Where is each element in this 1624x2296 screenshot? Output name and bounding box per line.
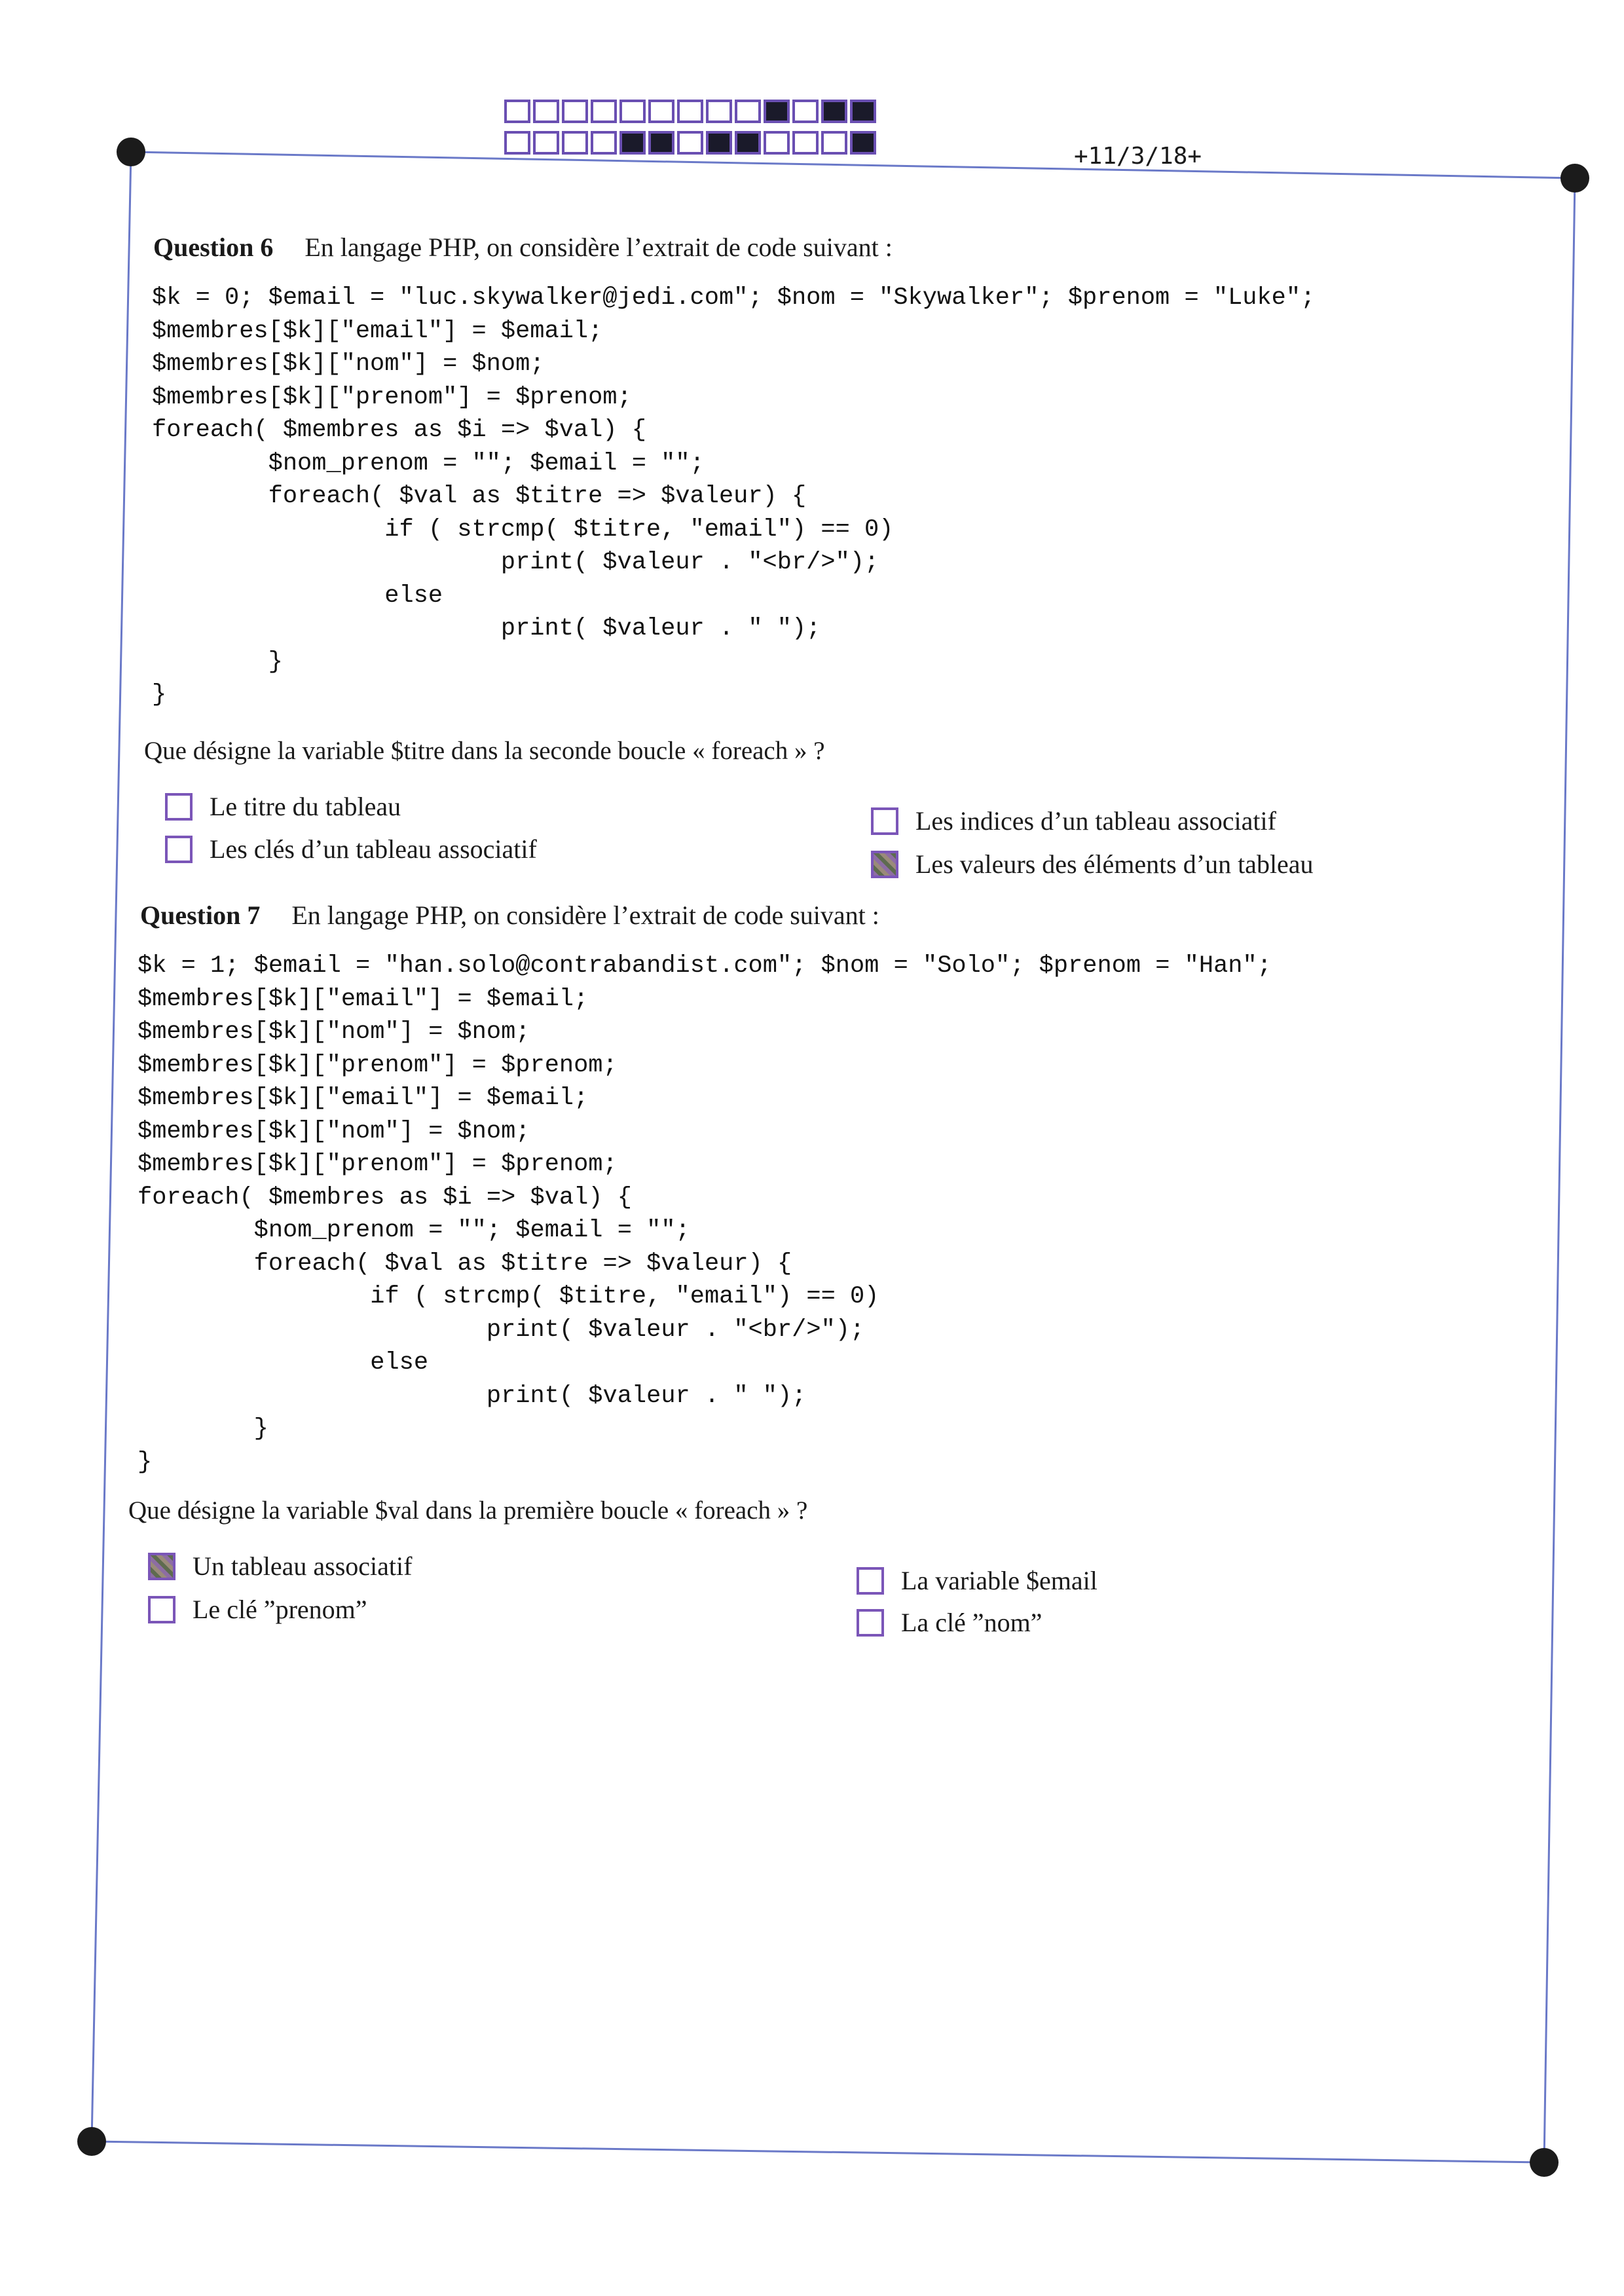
registration-mark-bottom-left xyxy=(77,2127,106,2156)
barcode-cell xyxy=(533,131,559,155)
barcode-cell xyxy=(677,131,703,155)
barcode-cell xyxy=(735,100,761,123)
exam-id: +11/3/18+ xyxy=(1074,143,1202,170)
checkbox-checked[interactable] xyxy=(871,851,898,878)
answer-option[interactable] xyxy=(857,1607,1042,1638)
barcode-row-1 xyxy=(504,100,876,123)
barcode-cell xyxy=(792,131,819,155)
answer-option[interactable] xyxy=(871,805,1276,836)
registration-mark-bottom-right xyxy=(1530,2148,1559,2177)
barcode-cell xyxy=(850,131,876,155)
question-6-header xyxy=(153,232,893,263)
barcode-cell xyxy=(735,131,761,155)
barcode-cell xyxy=(764,131,790,155)
answer-option[interactable] xyxy=(165,834,537,864)
barcode-cell xyxy=(648,100,674,123)
option-label: La variable $email xyxy=(901,1566,1098,1595)
answer-option[interactable] xyxy=(148,1594,367,1625)
checkbox[interactable] xyxy=(857,1609,884,1637)
barcode-cell xyxy=(850,100,876,123)
barcode-cell xyxy=(619,100,646,123)
answer-option[interactable] xyxy=(165,791,401,822)
barcode-cell xyxy=(504,131,530,155)
checkbox[interactable] xyxy=(165,836,193,863)
checkbox[interactable] xyxy=(857,1567,884,1595)
question-intro: En langage PHP, on considère l’extrait de code suivant : xyxy=(304,232,893,262)
question-7-header xyxy=(140,900,879,931)
checkbox[interactable] xyxy=(871,807,898,835)
code-block: $k = 0; $email = "luc.skywalker@jedi.com"; $nom = "Skywalker"; $prenom = "Luke"; $membres[$k]["email"] = $email; $membres[$k]["nom"] = $nom; $membres[$k]["prenom"] = $prenom; foreach( $membres as $i => $val) { $nom_prenom = ""; $email = ""; foreach( $val as $titre => $valeur) { if ( strcmp( $titre, "email") == 0) print( $valeur . "<br/>"); else print( $valeur . " "); } } xyxy=(152,284,1316,709)
barcode-cell xyxy=(619,131,646,155)
question-prompt: Que désigne la variable $val dans la première boucle « foreach » ? xyxy=(128,1496,808,1525)
barcode-cell xyxy=(764,100,790,123)
option-label: Le clé ”prenom” xyxy=(193,1595,367,1624)
barcode-cell xyxy=(706,100,732,123)
barcode-cell xyxy=(821,131,847,155)
question-label: Question 6 xyxy=(153,232,274,262)
option-label: Les indices d’un tableau associatif xyxy=(915,806,1276,836)
checkbox[interactable] xyxy=(165,793,193,821)
barcode-cell xyxy=(504,100,530,123)
barcode-cell xyxy=(821,100,847,123)
code-block: $k = 1; $email = "han.solo@contrabandist.com"; $nom = "Solo"; $prenom = "Han"; $membres[$k]["email"] = $email; $membres[$k]["nom"] = $nom; $membres[$k]["prenom"] = $prenom; $membres[$k]["email"] = $email; $membres[$k]["nom"] = $nom; $membres[$k]["prenom"] = $prenom; foreach( $membres as $i => $val) { $nom_prenom = ""; $email = ""; foreach( $val as $titre => $valeur) { if ( strcmp( $titre, "email") == 0) print( $valeur . "<br/>"); else print( $valeur . " "); } } xyxy=(138,952,1272,1476)
option-label: Les clés d’un tableau associatif xyxy=(210,834,537,864)
barcode-cell xyxy=(562,131,588,155)
question-intro: En langage PHP, on considère l’extrait de code suivant : xyxy=(291,900,879,930)
barcode-cell xyxy=(533,100,559,123)
registration-mark-top-right xyxy=(1560,164,1589,193)
barcode-cell xyxy=(591,131,617,155)
question-prompt: Que désigne la variable $titre dans la seconde boucle « foreach » ? xyxy=(144,737,825,765)
answer-option[interactable] xyxy=(148,1551,412,1582)
option-label: La clé ”nom” xyxy=(901,1608,1043,1637)
barcode-cell xyxy=(792,100,819,123)
barcode-cell xyxy=(591,100,617,123)
answer-option[interactable] xyxy=(871,849,1314,880)
option-label: Le titre du tableau xyxy=(210,792,401,821)
answer-option[interactable] xyxy=(857,1565,1098,1596)
barcode-cell xyxy=(706,131,732,155)
barcode-cell xyxy=(562,100,588,123)
barcode-row-2 xyxy=(504,131,876,155)
registration-mark-top-left xyxy=(117,138,145,166)
option-label: Un tableau associatif xyxy=(193,1551,413,1581)
checkbox[interactable] xyxy=(148,1596,175,1623)
checkbox-checked[interactable] xyxy=(148,1553,175,1580)
question-label: Question 7 xyxy=(140,900,261,930)
barcode-cell xyxy=(677,100,703,123)
option-label: Les valeurs des éléments d’un tableau xyxy=(915,849,1314,879)
barcode-cell xyxy=(648,131,674,155)
